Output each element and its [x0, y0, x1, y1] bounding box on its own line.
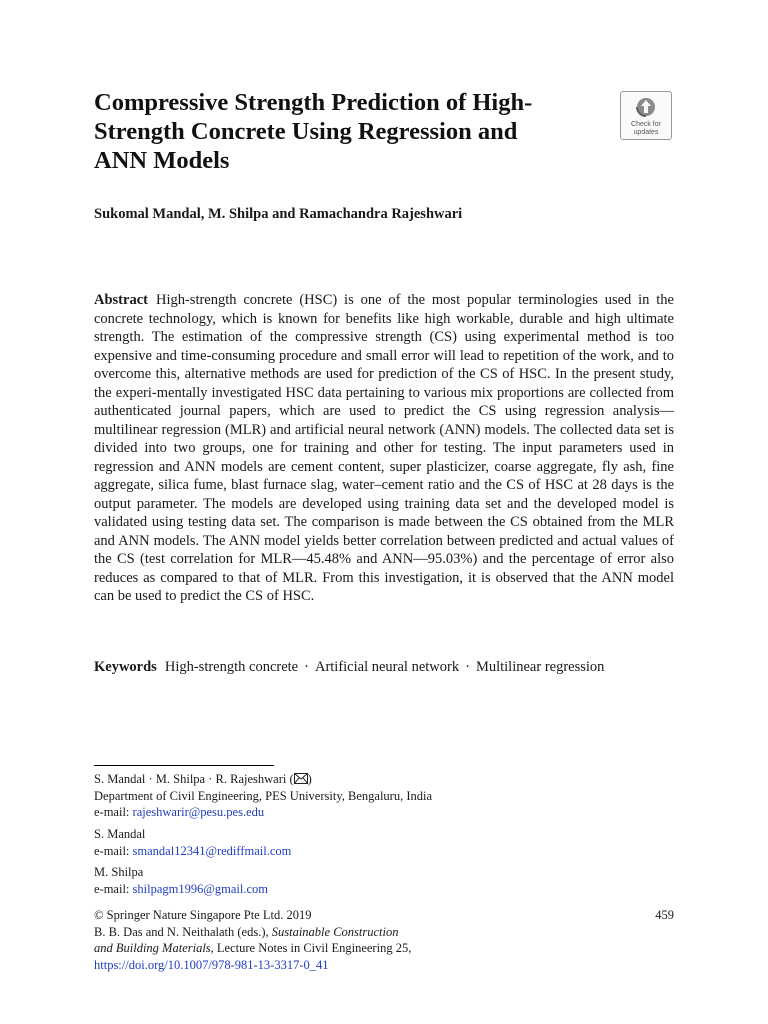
- footnote-corresponding-author: S. Mandal · M. Shilpa · R. Rajeshwari ( ) Department of Civil Engineering, PES University, Bengaluru, India e-mail: rajeshwarir@pesu.pes.edu: [94, 771, 674, 821]
- page-number: 459: [655, 908, 674, 922]
- paper-title: Compressive Strength Prediction of High-Strength Concrete Using Regression and ANN Models: [94, 89, 533, 174]
- abstract: [94, 291, 674, 606]
- doi-link[interactable]: https://doi.org/10.1007/978-981-13-3317-0_41: [94, 957, 329, 972]
- abstract-text: High-strength concrete (HSC) is one of the most popular terminologies used in the concrete technology, which is known for benefits like high workable, durable and high ultimate strength. The estimation of the compressive strength (CS) using experimental method is too expensive and time-consuming procedure and small error will lead to repetition of the work, and to overcome this, alternative methods are used for prediction of the CS of HSC. In the present study, the experi-mentally investigated HSC data pertaining to various mix proportions are collected from authenticated journal papers, which are used to predict the CS using regression analysis—multilinear regression (MLR) and artificial neural network (ANN) models. The collected data set is divided into two groups, one for training and other for testing. The input parameters used in regression and ANN models are cement content, super plasticizer, coarse aggregate, fly ash, fine aggregate, silica fume, blast furnace slag, water–cement ratio and the CS of HSC at 28 days is the output parameter. The models are developed using training data set and the developed model is validated using testing data set. The comparison is made between the CS obtained from the MLR and ANN models. The ANN model yields better correlation between predicted and actual values of the CS (test correlation for MLR—45.48% and ANN—95.03%) and the percentage of error also reduces as compared to that of MLR. From this investigation, it is observed that the ANN model can be used to predict the CS of HSC.: [94, 292, 674, 604]
- footnote-shilpa: [94, 864, 674, 897]
- check-for-updates-badge[interactable]: [620, 91, 672, 140]
- keyword-separator: ·: [465, 659, 470, 675]
- series-info: , Lecture Notes in Civil Engineering 25,: [210, 941, 412, 955]
- keyword-item: High-strength concrete: [164, 659, 299, 675]
- editors: B. B. Das and N. Neithalath (eds.),: [94, 924, 272, 939]
- footnote-divider: [94, 765, 274, 766]
- check-for-updates-label: Check for updates: [631, 121, 661, 136]
- copyright-line: © Springer Nature Singapore Pte Ltd. 2019: [94, 908, 312, 922]
- email-link-mandal[interactable]: smandal12341@rediffmail.com: [132, 843, 292, 858]
- keywords-label: Keywords: [94, 659, 157, 675]
- keywords: [94, 658, 674, 677]
- book-title-continued: and Building Materials: [94, 941, 211, 955]
- envelope-icon: [294, 773, 308, 784]
- keyword-item: Artificial neural network: [314, 659, 460, 675]
- email-link-rajeshwari[interactable]: rajeshwarir@pesu.pes.edu: [132, 805, 265, 819]
- author-name: M. Shilpa: [94, 865, 144, 879]
- book-title: Sustainable Construction: [271, 924, 399, 939]
- footnote-mandal: [94, 826, 674, 859]
- keyword-item: Multilinear regression: [475, 659, 605, 675]
- abstract-label: Abstract: [94, 292, 148, 308]
- publication-footer: [94, 907, 674, 973]
- email-link-shilpa[interactable]: shilpagm1996@gmail.com: [132, 881, 268, 896]
- email-label: e-mail:: [94, 805, 133, 819]
- affiliation: Department of Civil Engineering, PES University, Bengaluru, India: [94, 788, 433, 803]
- keyword-separator: ·: [304, 659, 309, 675]
- email-label: e-mail:: [94, 843, 133, 858]
- author-names-line: S. Mandal · M. Shilpa · R. Rajeshwari (: [94, 772, 294, 786]
- email-label: e-mail:: [94, 881, 133, 896]
- check-for-updates-icon: [633, 96, 659, 120]
- author-list: Sukomal Mandal, M. Shilpa and Ramachandra Rajeshwari: [94, 206, 463, 222]
- author-name: S. Mandal: [94, 827, 146, 841]
